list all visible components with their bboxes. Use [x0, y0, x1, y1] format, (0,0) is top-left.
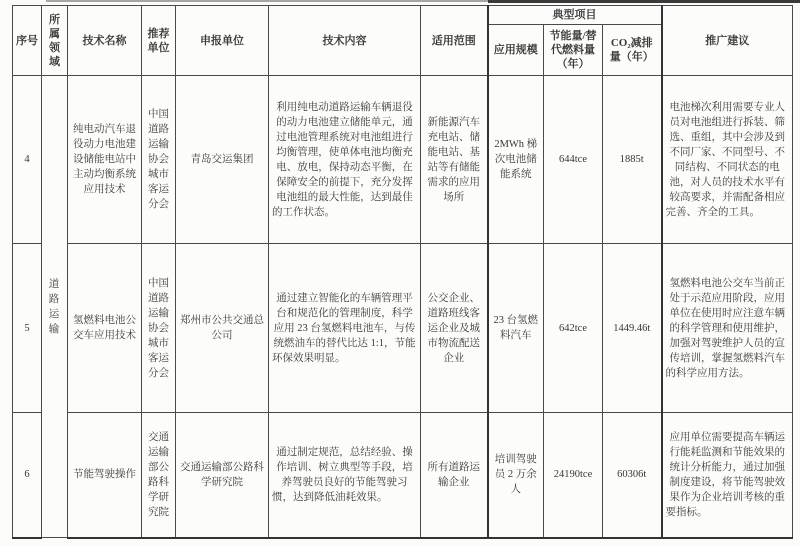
cell-seq: 5: [13, 244, 42, 413]
cell-content: 通过建立智能化的车辆管理平台和规范化的管理制度，科学应用 23 台氢燃料电池车，与传统燃油车的替代比达 1:1，节能环保效果明显。: [269, 244, 421, 413]
header-cell-scale: 应用规模: [488, 25, 544, 76]
cell-scale: 23 台氢燃料汽车: [488, 244, 544, 413]
table-row: [13, 76, 793, 244]
cell-co2: 1885t: [603, 76, 662, 244]
header-cell-content: 技术内容: [269, 6, 421, 76]
cell-scale: 2MWh 梯次电池储能系统: [488, 76, 544, 244]
cell-seq: 4: [13, 76, 42, 244]
cell-scope: 新能源汽车充电站、储能电站、基站等有储能需求的应用场所: [421, 76, 488, 244]
header-cell-suggestion: 推广建议: [662, 6, 793, 76]
cell-tech-name: 纯电动汽车退役动力电池建设储能电站中主动均衡系统应用技术: [68, 76, 142, 244]
table-row: [13, 413, 793, 538]
cell-applicant: 交通运输部公路科学研究院: [176, 413, 269, 538]
cell-savings: 24190tce: [544, 413, 603, 538]
scan-edge-artifact-dark: [488, 0, 800, 3]
header-cell-tech-name: 技术名称: [68, 6, 142, 76]
cell-suggestion: 氢燃料电池公交车当前正处于示范应用阶段，应用单位在使用时应注意车辆的科学管理和使用维护，加强对驾驶维护人员的宣传培训，掌握氢燃料汽车的科学应用方法。: [662, 244, 793, 413]
cell-content: 通过制定规范，总结经验、操作培训、树立典型等手段，培养驾驶员良好的节能驾驶习惯，达到降低油耗效果。: [269, 413, 421, 538]
cell-seq: 6: [13, 413, 42, 538]
cell-recommender: 中国道路运输协会城市客运分会: [142, 76, 176, 244]
cell-scale: 培训驾驶员 2 万余人: [488, 413, 544, 538]
header-row-1: [13, 6, 793, 25]
header-cell-co2: CO₂减排量（年）: [603, 25, 662, 76]
cell-suggestion: 电池梯次利用需要专业人员对电池组进行拆装、筛选、重组，其中会涉及到不同厂家、不同型号、不同结构、不同状态的电池，对人员的技术水平有较高要求，并需配备相应完善、齐全的工具。: [662, 76, 793, 244]
cell-savings: 642tce: [544, 244, 603, 413]
header-cell-typical-project: 典型项目: [488, 6, 662, 25]
cell-scope: 公交企业、道路班线客运企业及城市物流配送企业: [421, 244, 488, 413]
header-cell-scope: 适用范围: [421, 6, 488, 76]
cell-co2: 1449.46t: [603, 244, 662, 413]
scan-edge-artifact: [46, 0, 496, 2]
header-cell-field: 所属领域: [42, 6, 68, 76]
header-cell-recommender: 推荐单位: [142, 6, 176, 76]
cell-applicant: 青岛交运集团: [176, 76, 269, 244]
cell-field-merged: 道路运输: [42, 76, 68, 538]
cell-applicant: 郑州市公共交通总公司: [176, 244, 269, 413]
cell-recommender: 交通运输部公路科学研究院: [142, 413, 176, 538]
cell-tech-name: 氢燃料电池公交车应用技术: [68, 244, 142, 413]
cell-tech-name: 节能驾驶操作: [68, 413, 142, 538]
cell-savings: 644tce: [544, 76, 603, 244]
cell-scope: 所有道路运输企业: [421, 413, 488, 538]
header-cell-seq: 序号: [13, 6, 42, 76]
header-cell-savings: 节能量/替代燃料量（年）: [544, 25, 603, 76]
cell-co2: 60306t: [603, 413, 662, 538]
cell-suggestion: 应用单位需要提高车辆运行能耗监测和节能效果的统计分析能力，通过加强制度建设，将节能驾驶效果作为企业培训考核的重要指标。: [662, 413, 793, 538]
table-row: [13, 244, 793, 413]
technology-table: [12, 5, 793, 539]
header-cell-applicant: 申报单位: [176, 6, 269, 76]
cell-content: 利用纯电动道路运输车辆退役的动力电池建立储能单元，通过电池管理系统对电池组进行均衡管理，使单体电池均衡充电、放电，保持动态平衡，在保障安全的前提下，充分发挥电池组的最大性能，达到最佳的工作状态。: [269, 76, 421, 244]
cell-recommender: 中国道路运输协会城市客运分会: [142, 244, 176, 413]
